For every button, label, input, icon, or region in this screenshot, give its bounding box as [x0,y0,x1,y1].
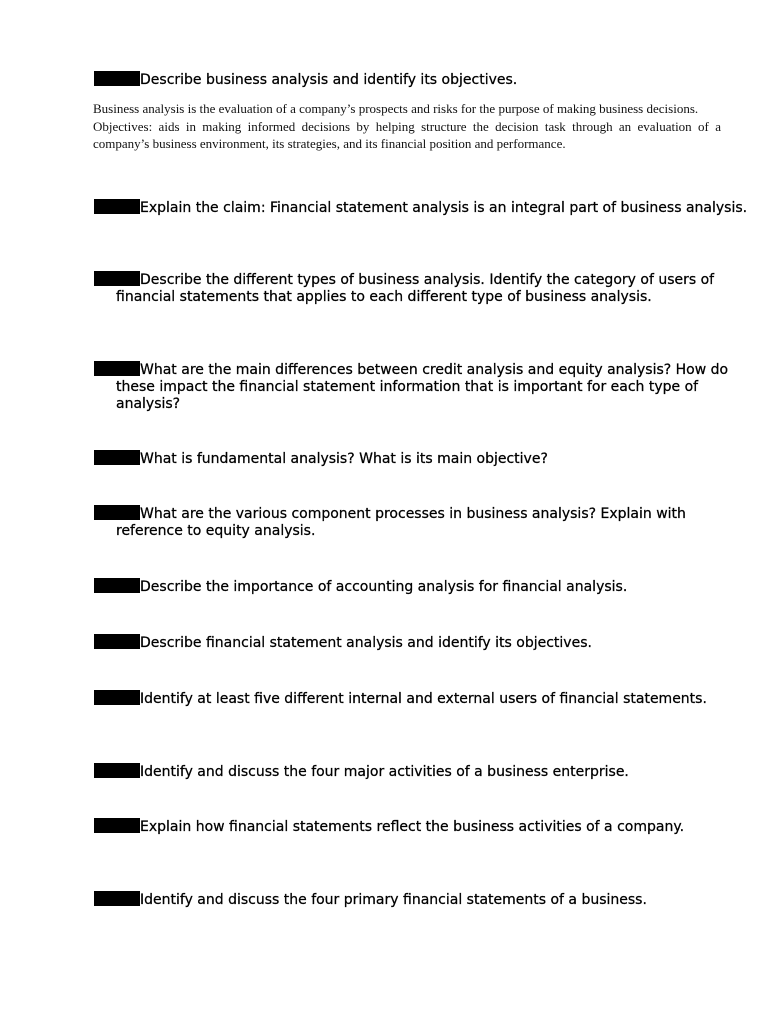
answer-paragraph: Business analysis is the evaluation of a company’s prospects and risks for the purpose of making business decisions. [93,101,699,116]
redaction-bar [94,634,140,649]
answer-objectives: Objectives: aids in making informed decisions by helping structure the decision task through an evaluation of a company’s business environment, its strategies, and its financial position and performance. [93,118,721,151]
redaction-bar [94,361,140,376]
question-text: Describe financial statement analysis and identify its objectives. [140,635,592,651]
question-5 [94,450,756,468]
question-4 [94,361,756,413]
question-text: What are the main differences between credit analysis and equity analysis? How do these impact the financial statement information that is important for each type of analysis? [116,362,729,412]
question-6 [94,505,756,540]
redaction-bar [94,818,140,833]
question-1 [94,71,756,89]
question-10 [94,763,756,781]
redaction-bar [94,71,140,86]
question-text: What is fundamental analysis? What is its main objective? [140,451,548,467]
redaction-bar [94,199,140,214]
question-9 [94,690,756,708]
question-text: Describe business analysis and identify its objectives. [140,72,518,88]
question-text: Explain how financial statements reflect the business activities of a company. [140,819,685,835]
redaction-bar [94,578,140,593]
question-text: Identify and discuss the four primary financial statements of a business. [140,892,647,908]
redaction-bar [94,763,140,778]
question-text: Describe the different types of business analysis. Identify the category of users of financial statements that applies to each different type of business analysis. [116,272,715,305]
redaction-bar [94,271,140,286]
question-7 [94,578,756,596]
question-8 [94,634,756,652]
question-2 [94,199,756,217]
redaction-bar [94,690,140,705]
question-text: Identify at least five different internal and external users of financial statements. [140,691,707,707]
answer-block [93,100,721,153]
question-text: What are the various component processes in business analysis? Explain with reference to equity analysis. [116,506,686,539]
question-3 [94,271,756,306]
question-12 [94,891,756,909]
redaction-bar [94,505,140,520]
question-text: Explain the claim: Financial statement analysis is an integral part of business analysis. [140,200,748,216]
redaction-bar [94,450,140,465]
question-11 [94,818,756,836]
redaction-bar [94,891,140,906]
question-text: Identify and discuss the four major activities of a business enterprise. [140,764,629,780]
question-text: Describe the importance of accounting analysis for financial analysis. [140,579,628,595]
